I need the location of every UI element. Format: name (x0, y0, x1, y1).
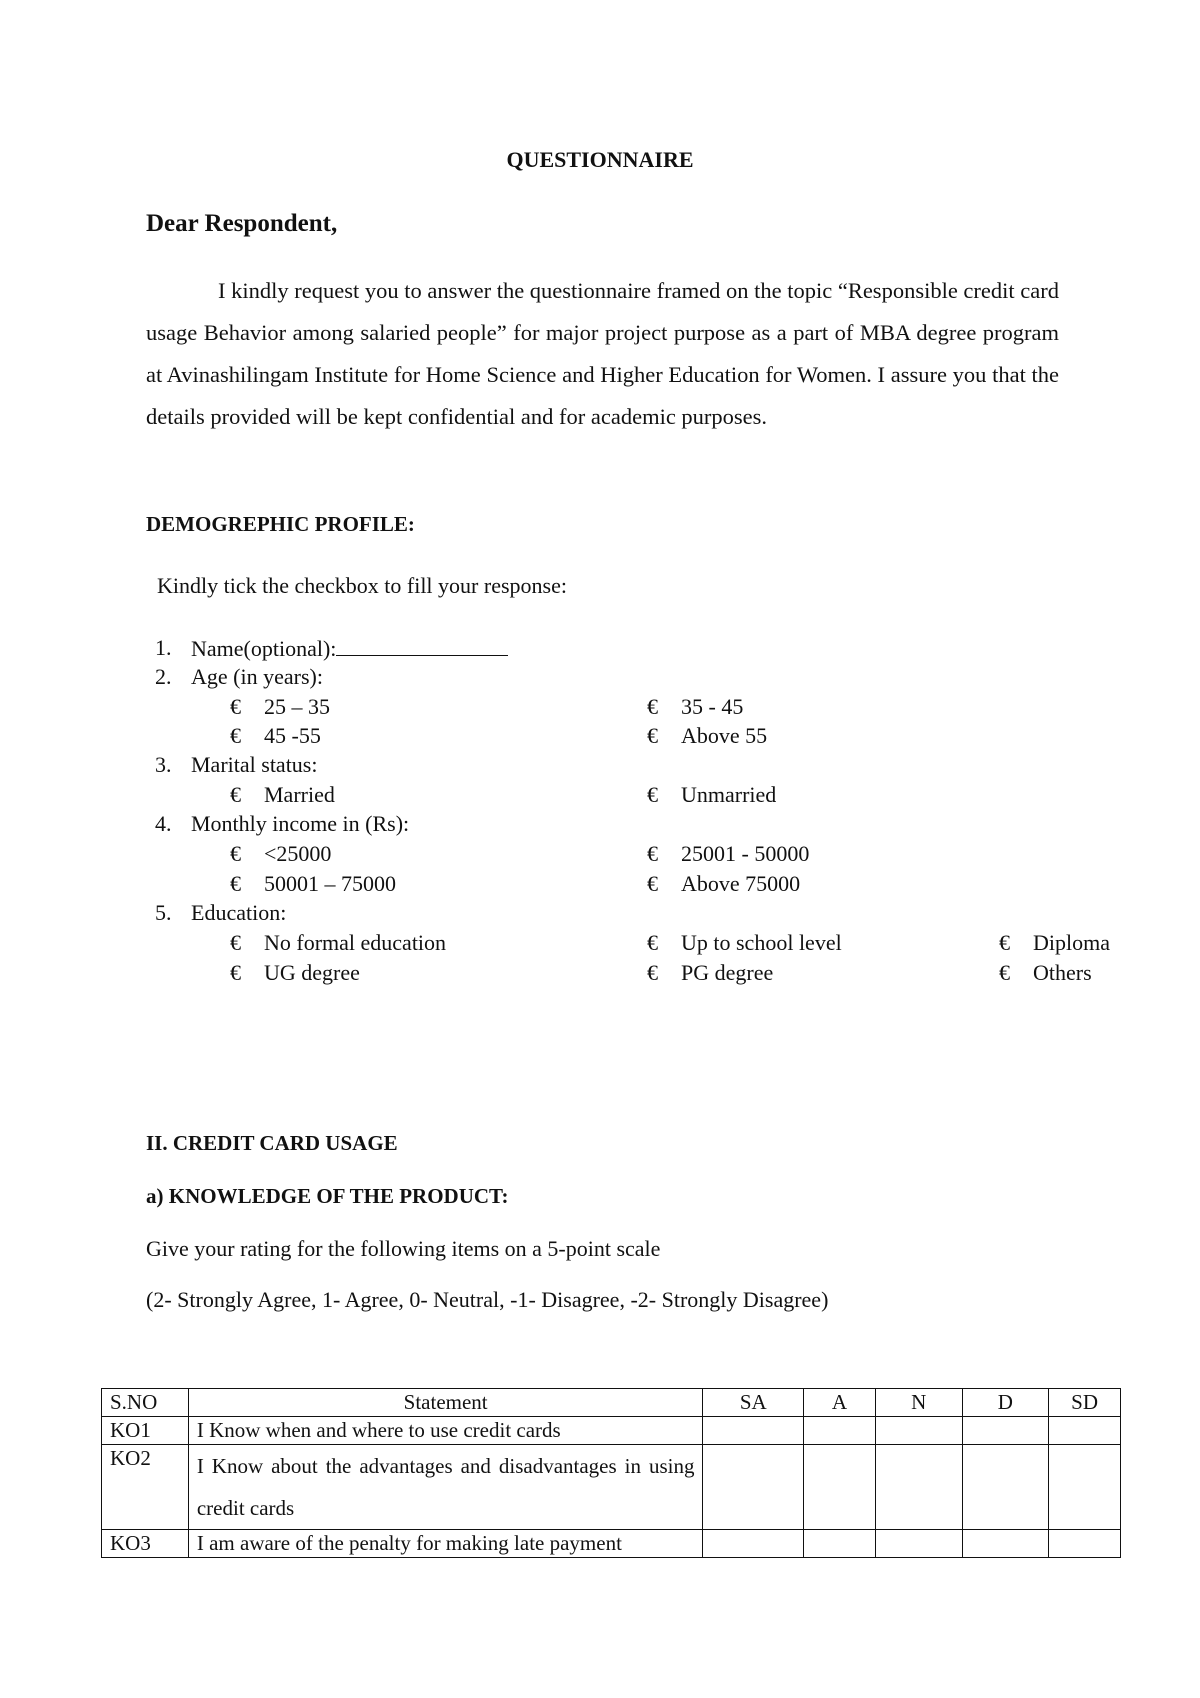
question-2-number: 2. (155, 664, 172, 689)
cell-sno: KO1 (102, 1417, 189, 1445)
header-d: D (962, 1389, 1049, 1417)
option-unmarried[interactable] (647, 782, 776, 808)
option-label: 25001 - 50000 (681, 841, 810, 866)
option-income-25001-50000[interactable] (647, 841, 809, 867)
question-3-number: 3. (155, 752, 172, 777)
cell-sd[interactable] (1049, 1445, 1121, 1530)
cell-a[interactable] (804, 1417, 876, 1445)
header-sa: SA (703, 1389, 804, 1417)
cell-n[interactable] (875, 1445, 962, 1530)
rating-table (101, 1388, 1121, 1558)
checkbox-icon: € (647, 782, 658, 807)
cell-sno: KO3 (102, 1530, 189, 1558)
section-demographic-heading: DEMOGREPHIC PROFILE: (146, 512, 415, 536)
greeting: Dear Respondent, (146, 210, 338, 237)
option-label: Married (264, 782, 335, 807)
cell-sno: KO2 (102, 1445, 189, 1530)
option-age-45-55[interactable] (230, 723, 321, 749)
option-no-formal-education[interactable] (230, 930, 446, 956)
header-a: A (804, 1389, 876, 1417)
checkbox-icon: € (230, 841, 241, 866)
checkbox-icon: € (647, 960, 658, 985)
option-label: 50001 – 75000 (264, 871, 396, 896)
table-row (102, 1530, 1121, 1558)
option-diploma[interactable] (999, 930, 1110, 956)
question-1-number: 1. (155, 635, 172, 660)
question-1-label: Name(optional): (191, 636, 337, 661)
cell-a[interactable] (804, 1530, 876, 1558)
option-label: 25 – 35 (264, 694, 330, 719)
cell-n[interactable] (875, 1417, 962, 1445)
cell-sd[interactable] (1049, 1530, 1121, 1558)
knowledge-heading: a) KNOWLEDGE OF THE PRODUCT: (146, 1184, 509, 1208)
option-label: PG degree (681, 960, 774, 985)
question-3-label: Marital status: (191, 752, 318, 777)
page-title: QUESTIONNAIRE (506, 147, 694, 172)
rating-instruction: Give your rating for the following items on a 5-point scale (146, 1236, 661, 1261)
checkbox-icon: € (647, 841, 658, 866)
option-label: Unmarried (681, 782, 777, 807)
option-label: No formal education (264, 930, 447, 955)
checkbox-icon: € (230, 930, 241, 955)
question-5-number: 5. (155, 900, 172, 925)
checkbox-icon: € (230, 723, 241, 748)
question-2-label: Age (in years): (191, 664, 323, 689)
question-4-label: Monthly income in (Rs): (191, 811, 410, 836)
checkbox-icon: € (999, 930, 1010, 955)
option-others[interactable] (999, 960, 1092, 986)
cell-d[interactable] (962, 1530, 1049, 1558)
checkbox-icon: € (230, 871, 241, 896)
checkbox-icon: € (230, 960, 241, 985)
option-label: Above 55 (681, 723, 768, 748)
option-school-level[interactable] (647, 930, 842, 956)
option-age-35-45[interactable] (647, 694, 743, 720)
table-row (102, 1445, 1121, 1530)
option-label: Above 75000 (681, 871, 801, 896)
option-label: 35 - 45 (681, 694, 744, 719)
scale-legend: (2- Strongly Agree, 1- Agree, 0- Neutral, -1- Disagree, -2- Strongly Disagree) (146, 1287, 829, 1312)
option-income-50001-75000[interactable] (230, 871, 396, 897)
cell-sa[interactable] (703, 1417, 804, 1445)
cell-sa[interactable] (703, 1445, 804, 1530)
option-income-below-25000[interactable] (230, 841, 331, 867)
checkbox-icon: € (647, 930, 658, 955)
intro-paragraph: I kindly request you to answer the questionnaire framed on the topic “Responsible credit card usage Behavior among salaried people” for major project purpose as a part of MBA degree program at Avinashilingam Institute for Home Science and Higher Education for Women. I assure you that the details provided will be kept confidential and for academic purposes. (146, 278, 1059, 429)
cell-d[interactable] (962, 1417, 1049, 1445)
instruction-text: Kindly tick the checkbox to fill your response: (157, 573, 567, 598)
header-sno: S.NO (102, 1389, 189, 1417)
cell-sd[interactable] (1049, 1417, 1121, 1445)
cell-d[interactable] (962, 1445, 1049, 1530)
name-input-line[interactable] (336, 635, 508, 656)
cell-sa[interactable] (703, 1530, 804, 1558)
option-married[interactable] (230, 782, 335, 808)
table-header-row (102, 1389, 1121, 1417)
cell-statement: I am aware of the penalty for making late payment (188, 1530, 703, 1558)
option-label: 45 -55 (264, 723, 321, 748)
checkbox-icon: € (999, 960, 1010, 985)
question-4-number: 4. (155, 811, 172, 836)
checkbox-icon: € (647, 694, 658, 719)
option-label: UG degree (264, 960, 360, 985)
header-n: N (875, 1389, 962, 1417)
checkbox-icon: € (230, 694, 241, 719)
checkbox-icon: € (230, 782, 241, 807)
question-5-label: Education: (191, 900, 287, 925)
option-label: Others (1033, 960, 1092, 985)
cell-statement: I Know about the advantages and disadvantages in using credit cards (188, 1445, 703, 1530)
option-income-above-75000[interactable] (647, 871, 800, 897)
option-age-25-35[interactable] (230, 694, 330, 720)
cell-n[interactable] (875, 1530, 962, 1558)
option-ug-degree[interactable] (230, 960, 360, 986)
option-label: Diploma (1033, 930, 1110, 955)
checkbox-icon: € (647, 723, 658, 748)
option-pg-degree[interactable] (647, 960, 773, 986)
section-2-heading: II. CREDIT CARD USAGE (146, 1131, 398, 1155)
option-label: <25000 (264, 841, 332, 866)
question-1 (191, 635, 508, 662)
option-age-above-55[interactable] (647, 723, 767, 749)
header-statement: Statement (188, 1389, 703, 1417)
table-row (102, 1417, 1121, 1445)
header-sd: SD (1049, 1389, 1121, 1417)
cell-a[interactable] (804, 1445, 876, 1530)
cell-statement: I Know when and where to use credit cards (188, 1417, 703, 1445)
option-label: Up to school level (681, 930, 842, 955)
checkbox-icon: € (647, 871, 658, 896)
